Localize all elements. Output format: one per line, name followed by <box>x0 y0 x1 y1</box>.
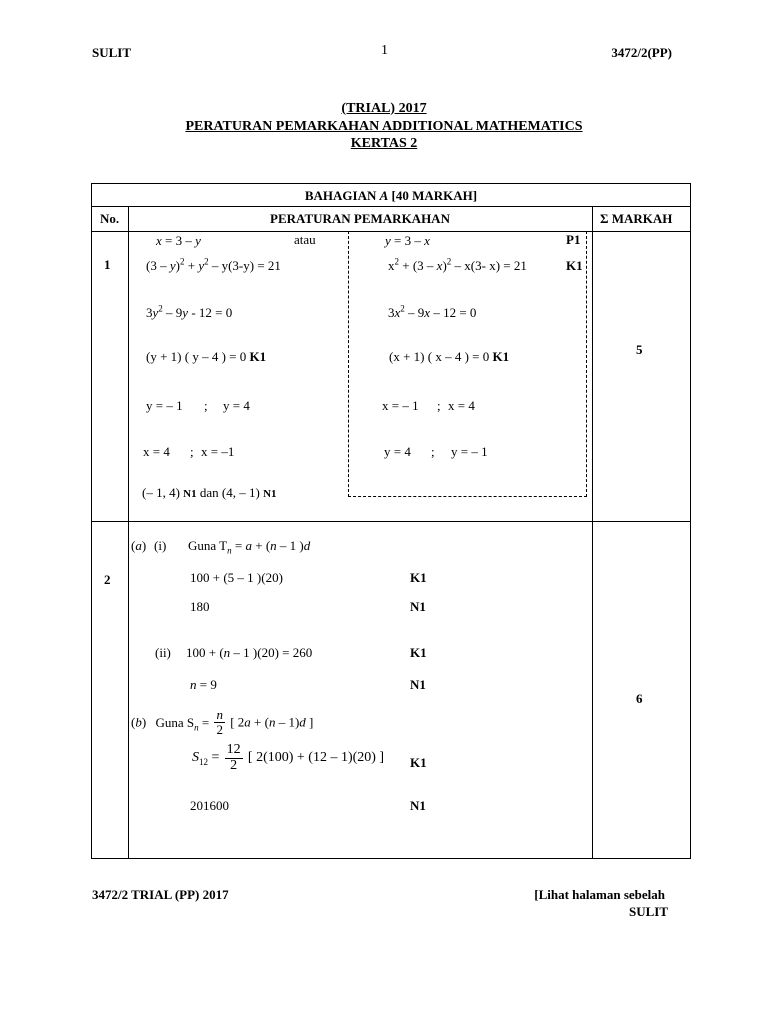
q2-part-a-i-label: (i) <box>154 538 167 553</box>
q1-left-line4: (y + 1) ( y – 4 ) = 0 K1 <box>146 349 267 364</box>
q1-right-line6a: y = 4 <box>384 444 411 459</box>
section-title: BAHAGIAN A [40 MARKAH] <box>304 188 478 203</box>
q1-total-marks: 5 <box>636 342 643 357</box>
q1-left-line2: $(3 - y)^2 + y^2 - y(3-y) = 21$ <box>146 256 281 273</box>
q1-left-line5a: y = – 1 <box>146 398 183 413</box>
q1-left-line6b: x = –1 <box>201 444 235 459</box>
q2-part-a-ii-label: (ii) <box>155 645 171 660</box>
q2-b-working: $S_{12}$ = $\frac{12}{2}$ [ 2(100) + (12 – 1)(20) ] <box>192 742 385 773</box>
q1-left-sep1: ; <box>204 398 208 413</box>
q2-b-answer: 201600 <box>190 798 229 813</box>
q1-right-line2-mark: K1 <box>566 258 583 273</box>
col-header-scheme: PERATURAN PEMARKAHAN <box>270 211 450 226</box>
q1-right-line3: $3x^2 - 9x - 12 = 0$ <box>388 303 477 320</box>
footer-right-line1: [Lihat halaman sebelah <box>534 887 665 902</box>
header-left: SULIT <box>92 45 132 60</box>
q2-part-a-formula: Guna $T_n = a + (n - 1$ )d <box>188 538 311 556</box>
header-right: 3472/2(PP) <box>611 45 672 60</box>
q1-right-line1-mark: P1 <box>566 232 581 247</box>
q2-b-working-mark: K1 <box>410 755 427 770</box>
q1-right-line2: $x^2 + (3 - x)^2 - x(3-$ x) = 21 <box>388 256 527 273</box>
q2-total-marks: 6 <box>636 691 643 706</box>
q1-number: 1 <box>104 257 111 272</box>
q2-a-answer: 180 <box>190 599 210 614</box>
q2-a-ii-working-mark: K1 <box>410 645 427 660</box>
title-trial: (TRIAL) 2017 <box>341 101 427 116</box>
q1-right-line6b: y = – 1 <box>451 444 488 459</box>
q1-right-line1: y = 3 – x <box>385 233 430 248</box>
q1-left-line7: (– 1, 4) N1 dan (4, – 1) N1 <box>142 485 277 500</box>
q1-atau: atau <box>294 232 316 247</box>
q1-left-line6a: x = 4 <box>143 444 170 459</box>
page-number: 1 <box>381 43 388 58</box>
col-header-no: No. <box>100 211 120 226</box>
col-header-marks: Σ MARKAH <box>600 211 673 226</box>
q2-part-a-label: (a) <box>131 538 147 553</box>
q1-left-sep2: ; <box>190 444 194 459</box>
q1-right-sep2: ; <box>431 444 435 459</box>
title-scheme: PERATURAN PEMARKAHAN ADDITIONAL MATHEMATICS <box>185 119 583 134</box>
q2-a-answer-mark: N1 <box>410 599 426 614</box>
q2-a-ii-answer-mark: N1 <box>410 677 426 692</box>
footer-right-line2: SULIT <box>628 904 668 919</box>
q1-right-sep1: ; <box>437 398 441 413</box>
q1-right-line5b: x = 4 <box>448 398 475 413</box>
q2-part-b-formula: (b) Guna $S_n$ = $\frac{n}{2}$ [ 2a + (n – 1)d ] <box>131 707 314 737</box>
q1-right-line4: (x + 1) ( x – 4 ) = 0 K1 <box>389 349 510 364</box>
q2-a-working1: 100 + (5 – 1 )(20) <box>190 570 283 585</box>
q1-left-line5b: y = 4 <box>223 398 250 413</box>
footer-left: 3472/2 TRIAL (PP) 2017 <box>92 887 229 902</box>
q2-a-ii-working: 100 + (n – 1 )(20) = 260 <box>186 645 313 660</box>
q1-right-line5a: x = – 1 <box>382 398 419 413</box>
q1-left-line1: x = 3 – y <box>156 233 201 248</box>
q2-b-answer-mark: N1 <box>410 798 426 813</box>
q2-number: 2 <box>104 572 111 587</box>
q2-a-working1-mark: K1 <box>410 570 427 585</box>
title-paper: KERTAS 2 <box>350 136 418 151</box>
q1-left-line3: $3y^2 - 9y - 12 = 0$ <box>146 303 233 320</box>
q2-a-ii-answer: n = 9 <box>190 677 217 692</box>
